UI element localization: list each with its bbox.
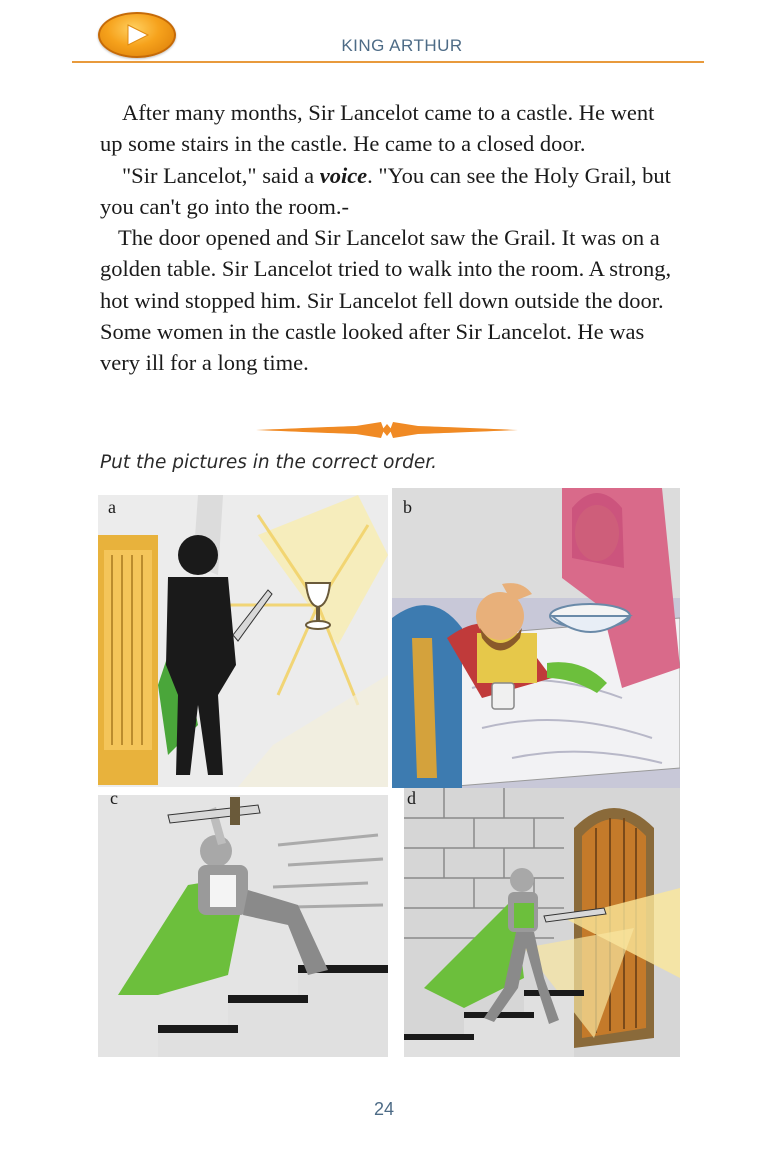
- chapter-title: KING ARTHUR: [341, 36, 463, 55]
- p2-text-after: . "You can see the Holy Grail, but you can't go into the room.-: [100, 162, 671, 219]
- story-text: [100, 97, 680, 379]
- knight-door-illustration: [404, 788, 680, 1057]
- paragraph-1: After many months, Sir Lancelot came to a castle. He went up some stairs in the castle. He came to a closed door.: [100, 100, 655, 157]
- vocabulary-word: voice: [319, 162, 368, 188]
- paragraph-2: [100, 160, 680, 223]
- knight-grail-illustration: [98, 495, 388, 787]
- picture-d: [404, 788, 680, 1057]
- picture-label-a: a: [108, 497, 116, 517]
- paragraph-3: The door opened and Sir Lancelot saw the Grail. It was on a golden table. Sir Lancelot tried to walk into the room. A strong, hot wind stopped him. Sir Lancelot fell down outside the door. Some women in the castle looked after Sir Lancelot. He was very ill for a long time.: [100, 225, 672, 376]
- caregiving-illustration: [392, 488, 680, 788]
- picture-a: [98, 495, 388, 787]
- picture-label-d: d: [407, 788, 416, 808]
- p2-text-before: "Sir Lancelot," said a: [122, 162, 320, 188]
- picture-label-c: c: [110, 788, 118, 808]
- picture-c: [98, 795, 388, 1057]
- picture-label-b: b: [403, 497, 412, 517]
- ornament-divider-icon: [256, 420, 518, 440]
- knight-falling-illustration: [98, 795, 388, 1057]
- header-rule: [72, 61, 704, 63]
- page-number: 24: [373, 1099, 395, 1119]
- picture-b: [392, 488, 680, 788]
- exercise-instruction: Put the pictures in the correct order.: [100, 452, 438, 473]
